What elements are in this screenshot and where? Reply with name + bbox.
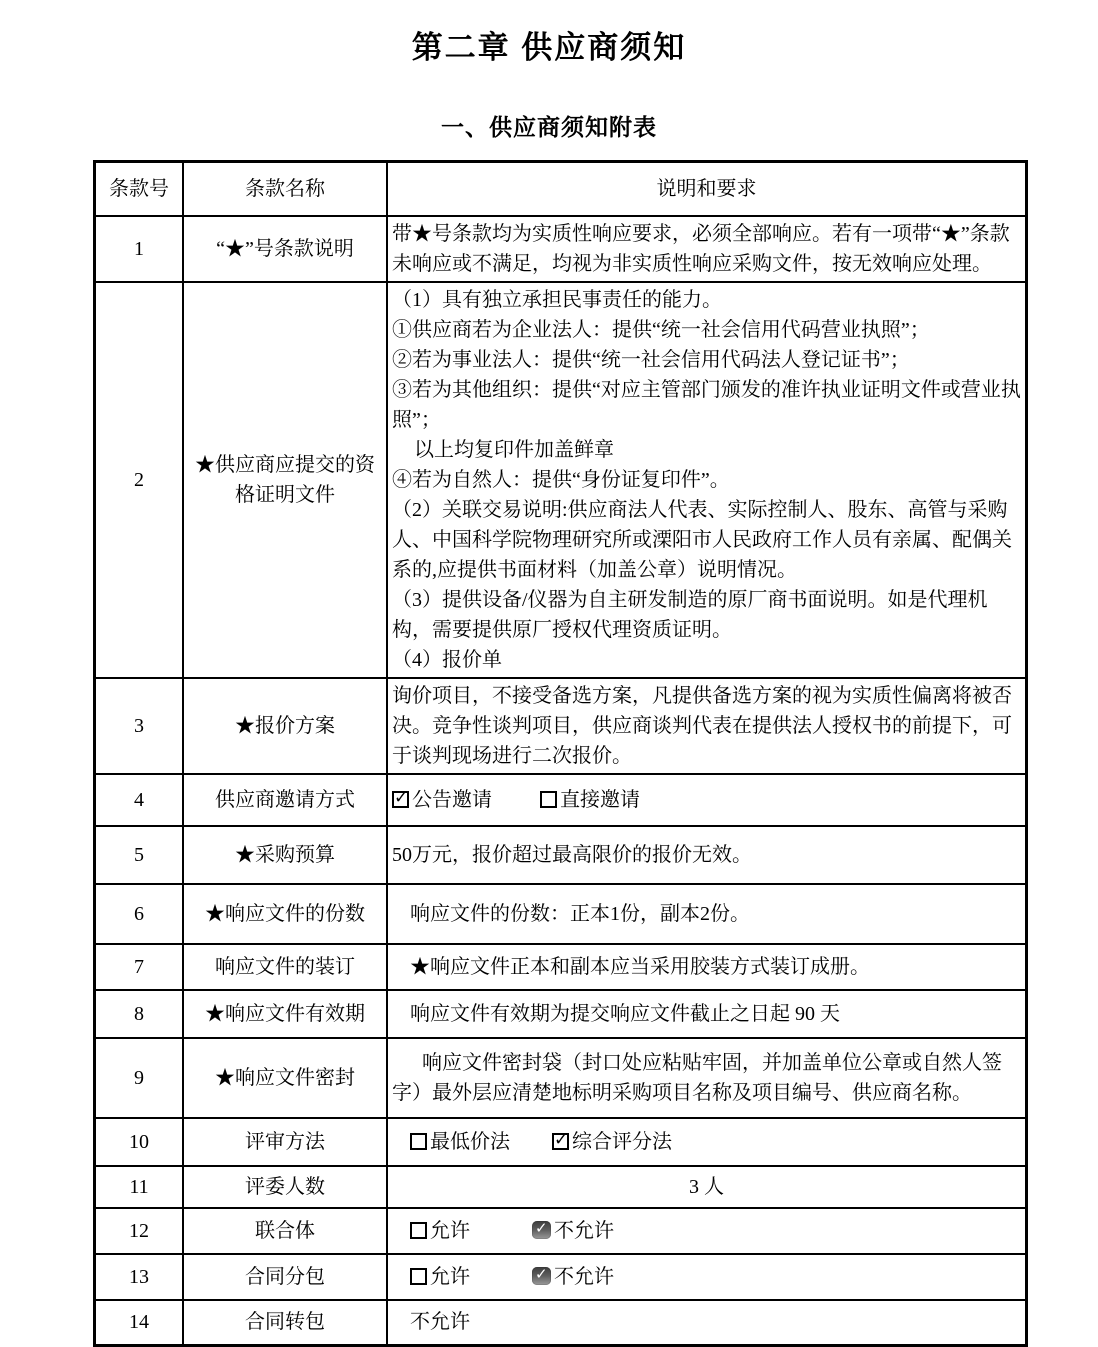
clause-name: 响应文件的装订	[183, 944, 387, 990]
clause-description	[387, 1038, 1027, 1118]
spacer	[492, 805, 540, 806]
clause-name: 合同转包	[183, 1300, 387, 1346]
clause-number: 13	[95, 1254, 184, 1300]
description-line: 50万元，报价超过最高限价的报价无效。	[392, 843, 752, 866]
clause-name: “★”号条款说明	[183, 216, 387, 282]
description-line: 最低价法 ✓ 综合评分法	[392, 1127, 1021, 1157]
clause-number: 7	[95, 944, 184, 990]
section-title: 一、供应商须知附表	[441, 114, 657, 140]
clause-description	[387, 774, 1027, 826]
table-row	[95, 1254, 1027, 1300]
spacer	[510, 1147, 552, 1148]
table-row	[95, 884, 1027, 944]
description-line: （3）提供设备/仪器为自主研发制造的原厂商书面说明。如是代理机构，需要提供原厂授权代理资质证明。	[392, 588, 988, 641]
table-row	[95, 678, 1027, 774]
table-row	[95, 216, 1027, 282]
description-line: 3 人	[689, 1175, 724, 1198]
clause-name: 评审方法	[183, 1118, 387, 1166]
description-line: 不允许	[410, 1311, 470, 1334]
checkbox-checked-icon	[552, 1133, 569, 1150]
clause-number: 14	[95, 1300, 184, 1346]
clause-description	[387, 944, 1027, 990]
checkbox-empty-icon	[540, 791, 557, 808]
clause-description	[387, 1118, 1027, 1166]
description-line: 以上均复印件加盖鲜章	[414, 438, 614, 461]
table-header	[95, 162, 1027, 216]
header-clause-name: 条款名称	[183, 162, 387, 216]
description-line: （4）报价单	[392, 648, 502, 671]
description-line: 响应文件有效期为提交响应文件截止之日起 90 天	[410, 1002, 840, 1025]
clause-number: 12	[95, 1208, 184, 1254]
description-line: ①供应商若为企业法人：提供“统一社会信用代码营业执照”；	[392, 318, 930, 341]
header-clause-number: 条款号	[95, 162, 184, 216]
checkbox-empty-icon	[410, 1133, 427, 1150]
clause-number: 1	[95, 216, 184, 282]
clause-description	[387, 1300, 1027, 1346]
table-row	[95, 826, 1027, 884]
table-row	[95, 1208, 1027, 1254]
description-line: 带★号条款均为实质性响应要求，必须全部响应。若有一项带“★”条款未响应或不满足，均视为非实质性响应采购文件，按无效响应处理。	[392, 222, 1010, 275]
chapter-title: 第二章 供应商须知	[411, 30, 687, 65]
clause-description	[387, 282, 1027, 678]
description-line: 允许 ✓ 不允许	[392, 1216, 1021, 1246]
clause-number: 11	[95, 1166, 184, 1208]
checkbox-checked-dark-icon	[532, 1221, 551, 1239]
clause-name: ★报价方案	[183, 678, 387, 774]
description-line: ②若为事业法人：提供“统一社会信用代码法人登记证书”；	[392, 348, 910, 371]
table-row	[95, 944, 1027, 990]
clause-name: ★响应文件有效期	[183, 990, 387, 1038]
table-row	[95, 990, 1027, 1038]
checkbox-empty-icon	[410, 1222, 427, 1239]
description-line: （2）关联交易说明:供应商法人代表、实际控制人、股东、高管与采购人、中国科学院物理研究所或溧阳市人民政府工作人员有亲属、配偶关系的,应提供书面材料（加盖公章）说明情况。	[392, 498, 1012, 581]
header-description: 说明和要求	[387, 162, 1027, 216]
clause-number: 8	[95, 990, 184, 1038]
clause-description	[387, 826, 1027, 884]
clause-description	[387, 678, 1027, 774]
table-body	[95, 216, 1027, 1346]
clause-number: 2	[95, 282, 184, 678]
table-row	[95, 282, 1027, 678]
checkbox-checked-dark-icon	[532, 1267, 551, 1285]
clause-number: 9	[95, 1038, 184, 1118]
table-row	[95, 1300, 1027, 1346]
checkbox-checked-icon	[392, 791, 409, 808]
clause-name: 联合体	[183, 1208, 387, 1254]
clause-number: 6	[95, 884, 184, 944]
description-line: （1）具有独立承担民事责任的能力。	[392, 288, 722, 311]
description-line: ✓ 公告邀请 直接邀请	[392, 785, 1021, 815]
clause-name: ★响应文件的份数	[183, 884, 387, 944]
clause-description	[387, 1208, 1027, 1254]
clause-name: ★供应商应提交的资格证明文件	[183, 282, 387, 678]
description-line: ③若为其他组织：提供“对应主管部门颁发的准许执业证明文件或营业执照”；	[392, 378, 1021, 431]
clause-number: 10	[95, 1118, 184, 1166]
description-line: 询价项目，不接受备选方案，凡提供备选方案的视为实质性偏离将被否决。竞争性谈判项目，供应商谈判代表在提供法人授权书的前提下，可于谈判现场进行二次报价。	[392, 684, 1012, 767]
clause-description	[387, 1166, 1027, 1208]
header-row	[95, 162, 1027, 216]
clause-number: 5	[95, 826, 184, 884]
clause-description	[387, 216, 1027, 282]
description-line: ④若为自然人：提供“身份证复印件”。	[392, 468, 730, 491]
clause-name: ★响应文件密封	[183, 1038, 387, 1118]
clause-number: 3	[95, 678, 184, 774]
table-row	[95, 1166, 1027, 1208]
table-row	[95, 774, 1027, 826]
description-line: 响应文件密封袋（封口处应粘贴牢固，并加盖单位公章或自然人签字）最外层应清楚地标明采购项目名称及项目编号、供应商名称。	[392, 1051, 1002, 1104]
clause-name: 合同分包	[183, 1254, 387, 1300]
clause-name: 供应商邀请方式	[183, 774, 387, 826]
clause-description	[387, 884, 1027, 944]
clause-description	[387, 990, 1027, 1038]
table-row	[95, 1038, 1027, 1118]
clause-name: 评委人数	[183, 1166, 387, 1208]
table-row	[95, 1118, 1027, 1166]
clause-description	[387, 1254, 1027, 1300]
checkbox-empty-icon	[410, 1268, 427, 1285]
description-line: ★响应文件正本和副本应当采用胶装方式装订成册。	[410, 955, 870, 978]
description-line: 响应文件的份数：正本1份，副本2份。	[410, 902, 750, 925]
description-line: 允许 ✓ 不允许	[392, 1262, 1021, 1292]
spacer	[470, 1236, 532, 1237]
supplier-notice-table	[93, 160, 1028, 1347]
spacer	[470, 1282, 532, 1283]
clause-name: ★采购预算	[183, 826, 387, 884]
clause-number: 4	[95, 774, 184, 826]
